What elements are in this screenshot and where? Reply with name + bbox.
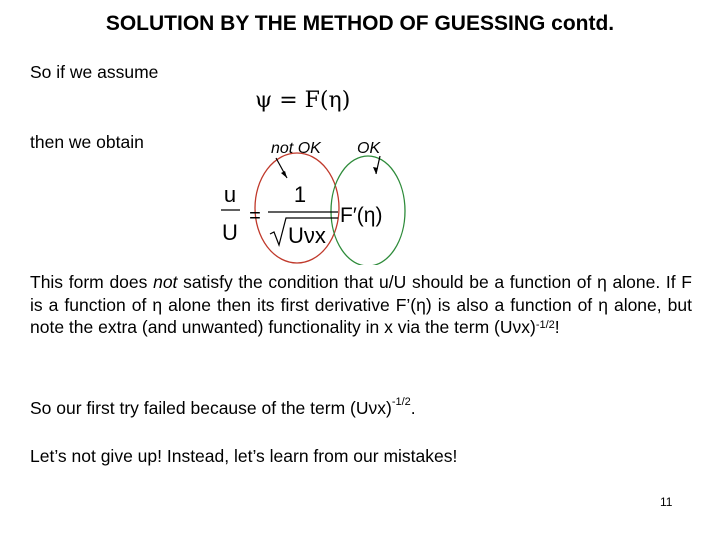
text-obtain: then we obtain	[30, 132, 144, 152]
page-number: 11	[660, 495, 673, 509]
para1-exponent: -1/2	[535, 319, 555, 331]
para1-emphasis-not: not	[153, 272, 178, 292]
eq-sqrt-argument: Uνx	[288, 223, 326, 248]
eq-numerator-u: u	[223, 182, 237, 207]
paragraph-explanation	[30, 271, 692, 339]
eq-equals: =	[249, 205, 261, 227]
para1-text-middle: satisfy the condition that u/U should be a function of η alone. If F is a function of η alone then its first derivative F’(η) is also a function of η alone, but note the extra (and unwanted) functionality in x via the term (Uνx)	[30, 272, 692, 337]
eq-numerator-one: 1	[293, 182, 307, 207]
slide-title: SOLUTION BY THE METHOD OF GUESSING contd.	[105, 12, 615, 35]
equation-psi-assumption: ψ = F(η)	[255, 88, 351, 113]
label-ok: OK	[357, 140, 381, 157]
eq-f-prime-eta: F′(η)	[340, 204, 383, 227]
arrowhead-not-ok	[281, 171, 287, 178]
velocity-equation-figure	[200, 150, 420, 265]
eq-denominator-U: U	[222, 220, 238, 245]
para2-period: .	[410, 398, 416, 418]
label-not-ok: not OK	[271, 140, 321, 157]
paragraph-dont-give-up: Let’s not give up! Instead, let’s learn from our mistakes!	[30, 446, 458, 466]
para1-text-start: This form does	[30, 272, 154, 292]
para1-text-end: !	[554, 317, 560, 337]
para2-text: So our first try failed because of the term (Uνx)	[30, 398, 392, 418]
text-assume: So if we assume	[30, 62, 159, 82]
paragraph-first-try	[30, 398, 416, 419]
para2-exponent: -1/2	[391, 396, 411, 408]
